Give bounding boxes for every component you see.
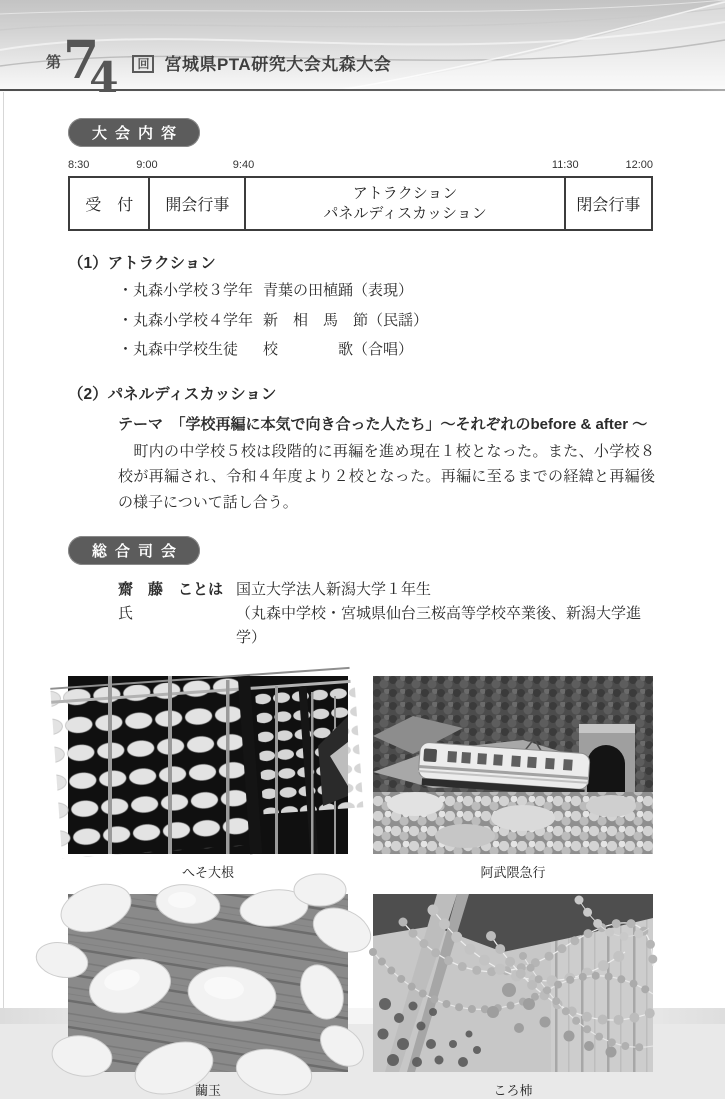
- schedule-cell-reception: 受 付: [85, 197, 134, 214]
- schedule-cell-closing: 閉会行事: [564, 178, 651, 229]
- attraction-performance: 新 相 馬 節（民謡）: [263, 311, 429, 329]
- edition-prefix-label: 第: [46, 53, 62, 71]
- photo-caption: 繭玉: [194, 1082, 221, 1098]
- photo-caption: へそ大根: [181, 864, 234, 880]
- attraction-performance: 青葉の田植踊（表現）: [263, 282, 414, 299]
- bullet: ・: [118, 341, 134, 358]
- mc-affiliation: 国立大学法人新潟大学１年生: [236, 580, 432, 598]
- schedule-cell-main-program: [244, 178, 564, 229]
- bullet: ・: [118, 311, 134, 329]
- photo-figure-train: [373, 676, 653, 881]
- mc-name: 齋 藤 ことは: [118, 580, 224, 598]
- section-badge-program: 大会内容: [68, 118, 200, 147]
- list-item: [68, 310, 653, 333]
- time-tick: 8:30: [68, 159, 90, 171]
- mc-details: [236, 578, 653, 650]
- page-edge-line: [3, 0, 4, 1024]
- conference-title-block: [46, 30, 392, 102]
- attraction-group: 丸森小学校４学年: [133, 311, 254, 329]
- list-item: [68, 280, 653, 303]
- schedule-cell-panel-line: パネルディスカッション: [323, 204, 487, 222]
- attraction-group: 丸森中学校生徒: [133, 341, 239, 358]
- photo-caption: 阿武隈急行: [480, 864, 546, 880]
- photo-figure-daikon: [68, 676, 348, 881]
- attraction-group: 丸森小学校３学年: [133, 282, 254, 299]
- mc-info: [68, 578, 653, 650]
- attraction-performance: 校 歌（合唱）: [263, 341, 414, 358]
- dried-persimmons-photo: [373, 894, 653, 1072]
- page-header-band: [0, 0, 725, 102]
- photo-caption: ころ柿: [493, 1082, 533, 1098]
- content-badge-row: [68, 118, 653, 147]
- mc-honorific: 氏: [118, 604, 134, 622]
- panel-heading: （2）パネルディスカッション: [68, 385, 277, 403]
- attraction-heading: （1）アトラクション: [68, 255, 216, 272]
- silk-cocoons-photo: [68, 894, 348, 1072]
- schedule-timeline: [68, 159, 653, 174]
- photo-figure-persimmons: [373, 894, 653, 1099]
- abukuma-express-train-photo: [373, 676, 653, 854]
- time-tick: 12:00: [625, 159, 653, 171]
- panel-description: 町内の中学校５校は段階的に再編を進め現在１校となった。また、小学校８校が再編され、令和４年度より２校となった。再編に至るまでの経緯と再編後の様子について話し合う。: [118, 442, 655, 512]
- bullet: ・: [118, 282, 134, 299]
- edition-counter-label: 回: [132, 55, 154, 73]
- panel-theme: テーマ 「学校再編に本気で向き合った人たち」～それぞれのbefore & after ～: [118, 415, 648, 433]
- mc-background-note: （丸森中学校・宮城県仙台三桜高等学校卒業後、新潟大学進学）: [236, 604, 642, 646]
- time-tick: 9:00: [136, 159, 158, 171]
- hanging-daikon-photo: [68, 676, 348, 854]
- page-content: [68, 92, 653, 1099]
- list-item: [68, 339, 653, 362]
- section-badge-mc: 総合司会: [68, 536, 200, 565]
- mc-badge-row: [68, 536, 653, 565]
- edition-number: 74: [63, 30, 119, 102]
- page-title: 宮城県PTA研究大会丸森大会: [164, 54, 392, 74]
- schedule-table: [68, 176, 653, 231]
- schedule-cell-opening: 開会行事: [148, 178, 244, 229]
- time-tick: 11:30: [551, 159, 579, 171]
- schedule-cell-attraction-line: アトラクション: [352, 184, 458, 202]
- photo-figure-cocoons: [68, 894, 348, 1099]
- time-tick: 9:40: [232, 159, 255, 171]
- photo-grid: [68, 676, 653, 1099]
